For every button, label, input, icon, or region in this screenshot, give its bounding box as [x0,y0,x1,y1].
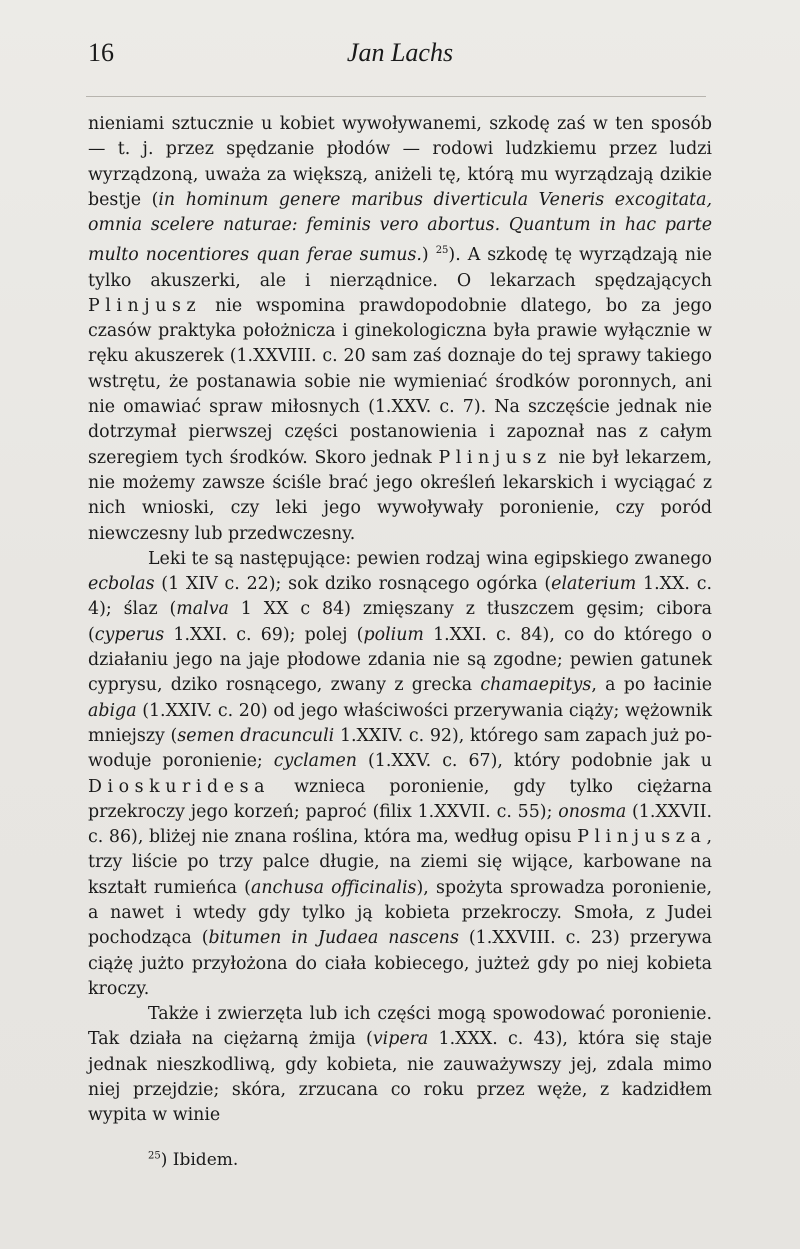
text-run: 1.XXI. c. 69); polej ( [164,624,364,645]
text-run: Leki te są następujące: pewien rodzaj wina egipskiego zwanego [148,548,712,569]
text-run: wznieca poronienie, gdy tylko ciężarna przekroczy jego korzeń; paproć (filix 1.XXVII. c. 55); [88,776,712,822]
page-number: 16 [88,38,114,67]
text-run: 1.XXI. c. 84), co do którego o działaniu jego na jaje płodowe zdania nie są zgodne; pewien gatunek cyprysu, dziko rosnącego, zwany z grecka [88,624,712,696]
paragraph [88,547,712,1002]
header-rule [86,96,706,97]
text-run: , trzy liście po trzy palce długie, na ziemi się wijące, karbowane na kształt rumieńca ( [88,827,712,898]
text-run: , a po łacinie [591,675,712,696]
text-run: Także i zwierzęta lub ich części mogą spowodować poronienie. Tak działa na ciężarną żmija ( [88,1004,712,1050]
italic-run: onosma [558,801,627,822]
italic-run: polium [363,624,424,645]
text-run: 1.XXX. c. 43), która się staje jednak nieszkodliwą, gdy kobieta, nie zauważywszy jej, zdala mimo niej przejdzie; skóra, zrzucana co roku przez węże, z kadzidłem wypita w winie [88,1029,712,1126]
italic-run: in hominum genere maribus diverticula Veneris excogitata, omnia scelere naturae: feminis vero abortus. Quantum in hac parte multo nocentiores quan ferae sumus. [88,189,712,266]
spaced-name: Plinjusz [88,295,202,316]
text-run: (1.XXV. c. 67), który podobnie jak u [356,751,713,772]
footnote [148,1150,238,1170]
italic-run: malva [176,599,229,620]
spaced-name: Dioskuridesa [88,776,271,797]
italic-run: anchusa officinalis [250,877,417,898]
italic-run: abiga [88,700,137,721]
italic-run: semen dracunculi [177,725,335,746]
italic-run: cyperus [94,624,165,645]
text-run: nie wspomina prawdopodobnie dlatego, bo za jego czasów praktyka położnicza i ginekologiczna była prawie wyłącznie w ręku akuszerek (1.XXVIII. c. 20 sam zaś doznaje do tej sprawy takiego wstrętu, że postanawia sobie nie wymieniać środków poronnych, ani nie omawiać spraw miłosnych (1.XXV. c. 7). Na szczęście jednak nie dotrzymał pierwszej części postanowienia i zapoznał nas z całym szeregiem tych środków. Skoro jednak [88,295,712,468]
italic-run: cyclamen [273,751,357,772]
spaced-name: Plinjusza [577,827,707,848]
text-run: (1 XIV c. 22); sok dziko rosnącego ogórka ( [154,574,552,595]
text-run: ), spożyta sprowadza poronienie, a nawet i wtedy gdy tylko ją kobieta przekroczy. Smoła, z Judei pochodząca ( [88,877,713,949]
running-title: Jan Lachs [346,38,454,67]
text-run: nieniami sztucznie u kobiet wywoływanemi, szkodę zaś w ten sposób — t. j. przez spędzanie płodów — rodowi ludzkiemu przez ludzi wyrządzoną, uważa za większą, aniżeli tę, którą mu wyrządzają dzikie bestje ( [88,114,712,210]
text-run: (1.XXIV. c. 20) od jego właściwości przerywania ciąży; wężownik mniejszy ( [88,700,712,746]
page-header [0,38,800,78]
footnote-text: ) Ibidem. [160,1150,239,1170]
italic-run: elaterium [551,574,637,595]
text-run: nie był lekarzem, nie możemy zawsze ściśle brać jego określeń lekarskich i wyciągać z nich wnioski, czy leki jego wywoływały poronienie, czy poród niewczesny lub przedwczesny. [88,447,712,544]
text-run: ). A szkodę tę wyrządzają nie tylko akuszerki, ale i nierządnice. O lekarzach spędzających [88,245,712,291]
text-run: 1 XX c 84) zmięszany z tłuszczem gęsim; cibora ( [88,599,712,645]
italic-run: vipera [372,1029,429,1050]
text-run: ) [421,245,436,266]
paragraph [88,112,712,547]
spaced-name: Plinjusz [438,447,552,468]
italic-run: ecbolas [88,574,155,595]
text-run: 1.XX. c. 4); ślaz ( [88,574,712,620]
italic-run: chamaepitys [480,675,592,696]
italic-run: bitumen in Judaea nascens [208,928,459,949]
footnote-reference: 25 [435,245,449,257]
text-run: (1.XXVII. c. 86), bliżej nie znana roślina, która ma, według opisu [88,801,712,848]
body-text [88,112,712,1129]
footnote-marker: 25 [148,1150,161,1162]
text-run: (1.XXVIII. c. 23) przerywa ciążę jużto przyłożona do ciała kobiecego, jużteż gdy po niej kobieta kroczy. [88,928,712,999]
text-run: 1.XXIV. c. 92), którego sam zapach już powoduje poronienie; [88,725,712,772]
paragraph [88,1002,712,1128]
